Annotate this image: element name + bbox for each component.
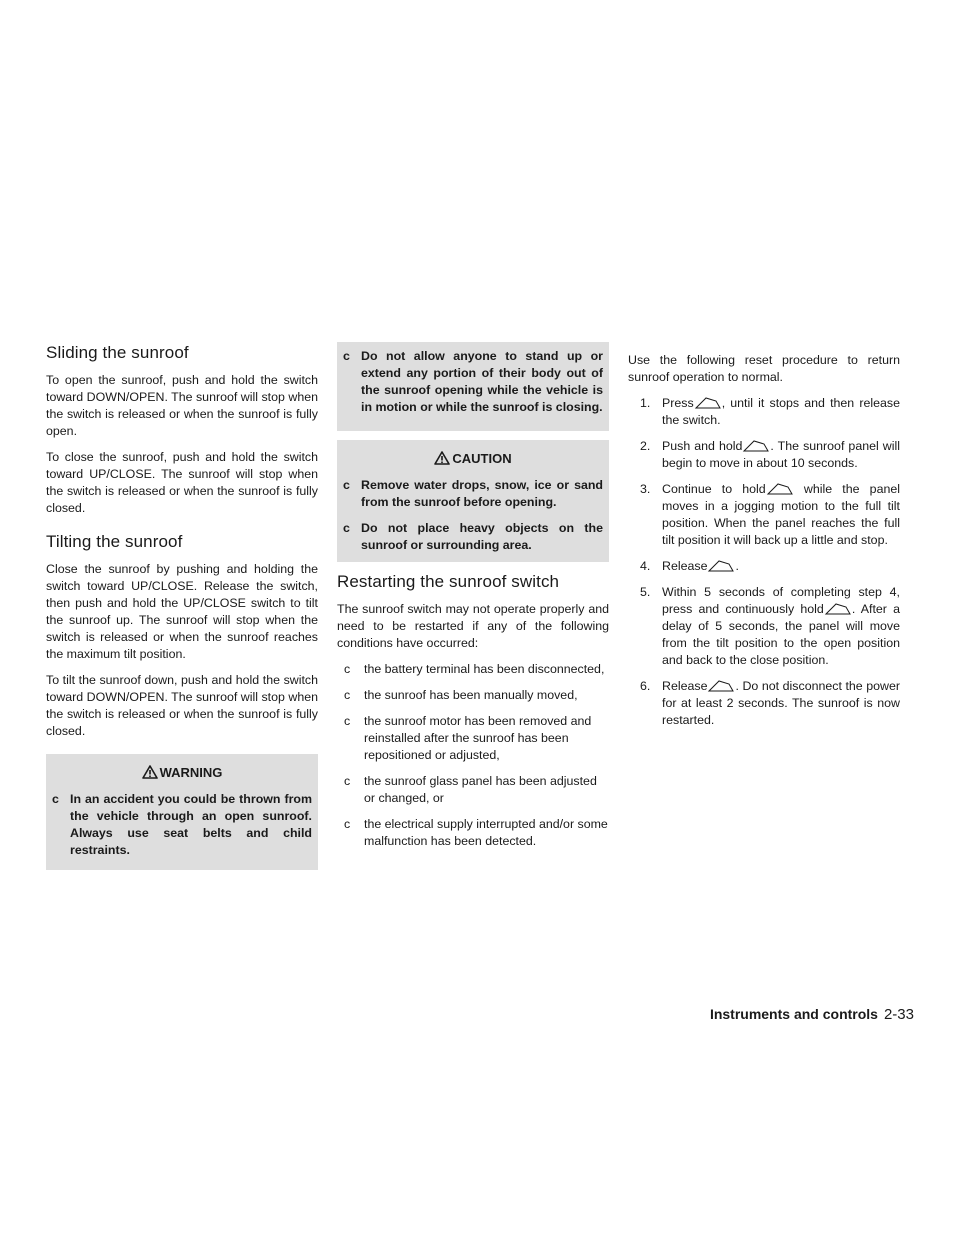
step-text-after: while the panel moves in a jogging motion to the full tilt position. When the panel reaches the full tilt position it will back up a little and stop.	[662, 482, 900, 547]
condition-text: the electrical supply interrupted and/or some malfunction has been detected.	[364, 817, 608, 848]
condition-item	[337, 713, 609, 764]
condition-item	[337, 773, 609, 807]
caution-item	[343, 477, 603, 511]
bullet: c	[343, 478, 350, 492]
sunroof-switch-icon	[707, 559, 735, 573]
bullet: c	[343, 349, 350, 363]
sunroof-switch-icon	[824, 602, 852, 616]
page-number: 2-33	[883, 1006, 914, 1023]
tilting-paragraph-2: To tilt the sunroof down, push and hold the switch toward DOWN/OPEN. The sunroof will stop when the switch is released or when the sunroof is fully closed.	[46, 673, 318, 738]
step-text-after: . The sunroof panel will begin to move in about 10 seconds.	[662, 439, 900, 470]
step-number: 2.	[640, 439, 651, 453]
caution-title-row	[343, 450, 603, 469]
step-number: 3.	[640, 482, 651, 496]
sunroof-switch-icon	[694, 396, 722, 410]
step-number: 1.	[640, 396, 651, 410]
tilting-paragraph-1: Close the sunroof by pushing and holding the switch toward UP/CLOSE. Release the switch, then push and hold the UP/CLOSE switch to tilt the sunroof up. The sunroof will stop when the switch is released or when the sunroof reaches the maximum tilt position.	[46, 562, 318, 661]
step-text-before: Within 5 seconds of completing step 4, press and continuously hold	[662, 585, 900, 616]
step-text-before: Press	[662, 396, 694, 410]
column-middle	[337, 342, 609, 859]
condition-text: the sunroof glass panel has been adjusted or changed, or	[364, 774, 597, 805]
step-text-after: . After a delay of 5 seconds, the panel will move from the tilt position to the open position and back to the close position.	[662, 602, 901, 667]
warning-item	[343, 348, 603, 416]
condition-item	[337, 816, 609, 850]
step-text-before: Release	[662, 679, 708, 693]
bullet: c	[343, 521, 350, 535]
condition-text: the sunroof motor has been removed and reinstalled after the sunroof has been repositioned or adjusted,	[364, 714, 592, 762]
caution-title: CAUTION	[452, 451, 512, 466]
condition-text: the battery terminal has been disconnected,	[364, 662, 605, 676]
caution-triangle-icon	[434, 451, 450, 469]
step-number: 5.	[640, 585, 651, 599]
condition-item	[337, 687, 609, 704]
bullet: c	[52, 792, 59, 806]
sliding-heading: Sliding the sunroof	[46, 343, 189, 362]
sunroof-switch-icon	[766, 482, 794, 496]
step-text-after: , until it stops and then release the switch.	[662, 396, 900, 427]
caution-item	[343, 520, 603, 554]
step-text-after: . Do not disconnect the power for at least 2 seconds. The sunroof is now restarted.	[662, 679, 900, 727]
condition-text: the sunroof has been manually moved,	[364, 688, 578, 702]
step-item	[628, 584, 900, 669]
column-left	[46, 342, 318, 879]
step-text-before: Continue to hold	[662, 482, 766, 496]
footer-section-title: Instruments and controls	[709, 1006, 878, 1022]
step-number: 4.	[640, 559, 651, 573]
caution-item-text: Remove water drops, snow, ice or sand from the sunroof before opening.	[361, 478, 603, 509]
restart-heading: Restarting the sunroof switch	[337, 572, 560, 591]
column-right	[628, 352, 900, 738]
sunroof-switch-icon	[707, 679, 735, 693]
step-text-before: Release	[662, 559, 708, 573]
warning-title-row	[52, 764, 312, 783]
bullet: c	[344, 817, 351, 831]
warning-triangle-icon	[142, 765, 158, 783]
warning-item	[52, 791, 312, 859]
caution-item-text: Do not place heavy objects on the sunroof or surrounding area.	[361, 521, 603, 552]
sliding-paragraph-1: To open the sunroof, push and hold the switch toward DOWN/OPEN. The sunroof will stop when the switch is released or when the sunroof is fully open.	[46, 373, 318, 438]
step-number: 6.	[640, 679, 651, 693]
warning-box	[46, 754, 318, 870]
bullet: c	[344, 774, 351, 788]
warning-item-text: Do not allow anyone to stand up or extend any portion of their body out of the sunroof opening while the vehicle is in motion or while the sunroof is closing.	[361, 349, 603, 414]
step-item	[628, 395, 900, 429]
reset-intro: Use the following reset procedure to return sunroof operation to normal.	[628, 353, 900, 384]
step-text-after: .	[735, 559, 739, 573]
tilting-heading: Tilting the sunroof	[46, 532, 183, 551]
step-item	[628, 438, 900, 472]
sunroof-switch-icon	[742, 439, 770, 453]
condition-item	[337, 661, 609, 678]
bullet: c	[344, 688, 351, 702]
bullet: c	[344, 714, 351, 728]
step-item	[628, 678, 900, 729]
restart-intro: The sunroof switch may not operate properly and need to be restarted if any of the following conditions have occurred:	[337, 602, 609, 650]
step-item	[628, 558, 900, 575]
sliding-paragraph-2: To close the sunroof, push and hold the switch toward UP/CLOSE. The sunroof will stop when the switch is released or when the sunroof is fully closed.	[46, 450, 318, 515]
step-item	[628, 481, 900, 549]
page-footer	[710, 1006, 914, 1023]
warning-box-continued	[337, 342, 609, 431]
caution-box	[337, 440, 609, 562]
warning-item-text: In an accident you could be thrown from the vehicle through an open sunroof. Always use seat belts and child restraints.	[70, 792, 312, 857]
bullet: c	[344, 662, 351, 676]
warning-title: WARNING	[159, 765, 223, 780]
step-text-before: Push and hold	[662, 439, 743, 453]
